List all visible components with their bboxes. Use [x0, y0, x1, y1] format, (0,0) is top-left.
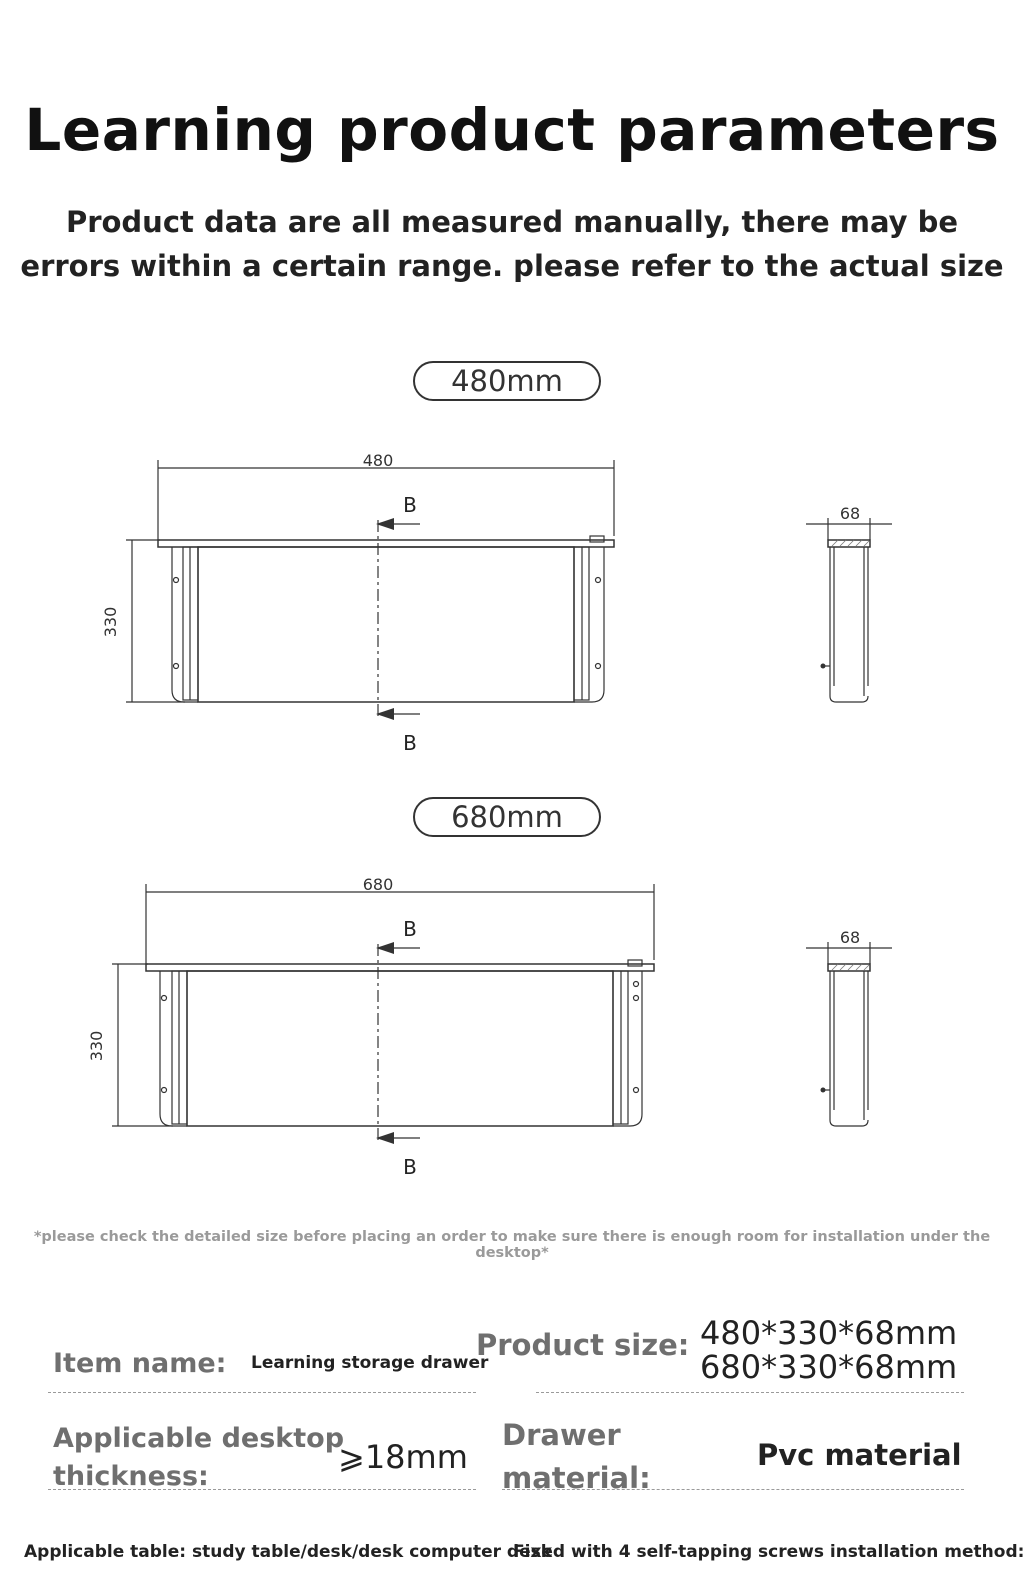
- material-label: [502, 1414, 651, 1500]
- thickness-label-line-1: Applicable desktop: [53, 1423, 345, 1454]
- item-name-label: Item name:: [53, 1348, 227, 1379]
- page-subtitle: [10, 200, 1014, 288]
- divider-material: [502, 1489, 964, 1490]
- product-size-values: [700, 1316, 957, 1384]
- item-name-value: Learning storage drawer: [251, 1353, 489, 1373]
- divider-product-size: [536, 1392, 964, 1393]
- width-label-680: 680: [362, 875, 394, 894]
- drawing-680: [0, 864, 1024, 1194]
- product-size-value-1: 480*330*68mm: [700, 1314, 958, 1352]
- applicable-table-text: Applicable table: study table/desk/desk computer desk: [24, 1542, 553, 1562]
- subtitle-line-1: Product data are all measured manually, there may be: [65, 205, 959, 239]
- material-label-line-1: Drawer: [502, 1418, 621, 1452]
- product-size-label: Product size:: [476, 1328, 690, 1362]
- size-badge-480: 480mm: [413, 361, 601, 401]
- depth-label-680: 68: [839, 928, 861, 947]
- page-title: Learning product parameters: [24, 96, 1000, 164]
- section-mark-top-680: B: [403, 917, 417, 941]
- size-badge-680: 680mm: [413, 797, 601, 837]
- section-mark-top-480: B: [403, 493, 417, 517]
- height-label-680: 330: [87, 1030, 106, 1062]
- product-size-value-2: 680*330*68mm: [700, 1348, 958, 1386]
- thickness-label-line-2: thickness:: [53, 1461, 209, 1492]
- height-label-480: 330: [101, 606, 120, 638]
- divider-thickness: [48, 1489, 476, 1490]
- drawing-480: [0, 440, 1024, 770]
- thickness-value: ⩾18mm: [338, 1438, 468, 1476]
- section-mark-bottom-680: B: [403, 1155, 417, 1179]
- material-value: Pvc material: [757, 1438, 962, 1472]
- thickness-label: [53, 1420, 344, 1496]
- installation-method-text: Fixed with 4 self-tapping screws installation method:: [513, 1542, 1024, 1562]
- material-label-line-2: material:: [502, 1461, 651, 1495]
- divider-item-name: [48, 1392, 476, 1393]
- subtitle-line-2: errors within a certain range. please refer to the actual size: [20, 249, 1004, 283]
- depth-label-480: 68: [839, 504, 861, 523]
- installation-note: *please check the detailed size before placing an order to make sure there is enough room for installation under the desktop*: [33, 1229, 991, 1261]
- section-mark-bottom-480: B: [403, 731, 417, 755]
- width-label-480: 480: [362, 451, 394, 470]
